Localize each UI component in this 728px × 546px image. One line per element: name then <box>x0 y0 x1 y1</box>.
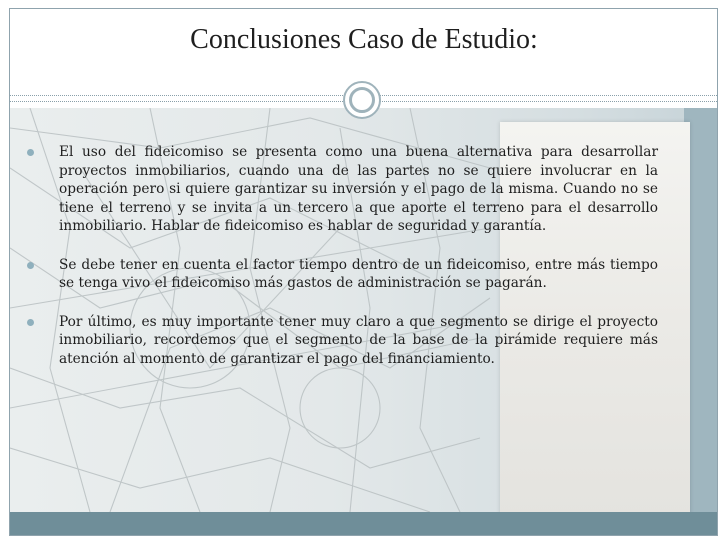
slide-title: Conclusiones Caso de Estudio: <box>190 24 538 55</box>
bullet-text: Por último, es muy importante tener muy claro a que segmento se dirige el proyecto inmobiliario, recordemos que el segmento de la base de la pirámide requiere más atención al momento de garantizar el pago del financiamiento. <box>59 313 658 367</box>
double-ring-icon <box>343 81 381 119</box>
list-item <box>24 313 658 369</box>
list-item <box>24 256 658 293</box>
circle-bullet-icon <box>27 149 34 156</box>
bullet-list <box>24 143 658 388</box>
list-item <box>24 143 658 236</box>
circle-bullet-icon <box>27 319 34 326</box>
footer-band <box>10 512 717 535</box>
bullet-text: Se debe tener en cuenta el factor tiempo dentro de un fideicomiso, entre más tiempo se tenga vivo el fideicomiso más gastos de administración se pagarán. <box>59 256 658 291</box>
circle-bullet-icon <box>27 262 34 269</box>
bullet-text: El uso del fideicomiso se presenta como una buena alternativa para desarrollar proyectos inmobiliarios, cuando una de las partes no se quiere involucrar en la operación pero si quiere garantizar su inversión y el pago de la misma. Cuando no se tiene el terreno y se invita a un tercero a que aporte el terreno para el desarrollo inmobiliario. Hablar de fideicomiso es hablar de seguridad y garantía. <box>59 144 658 234</box>
